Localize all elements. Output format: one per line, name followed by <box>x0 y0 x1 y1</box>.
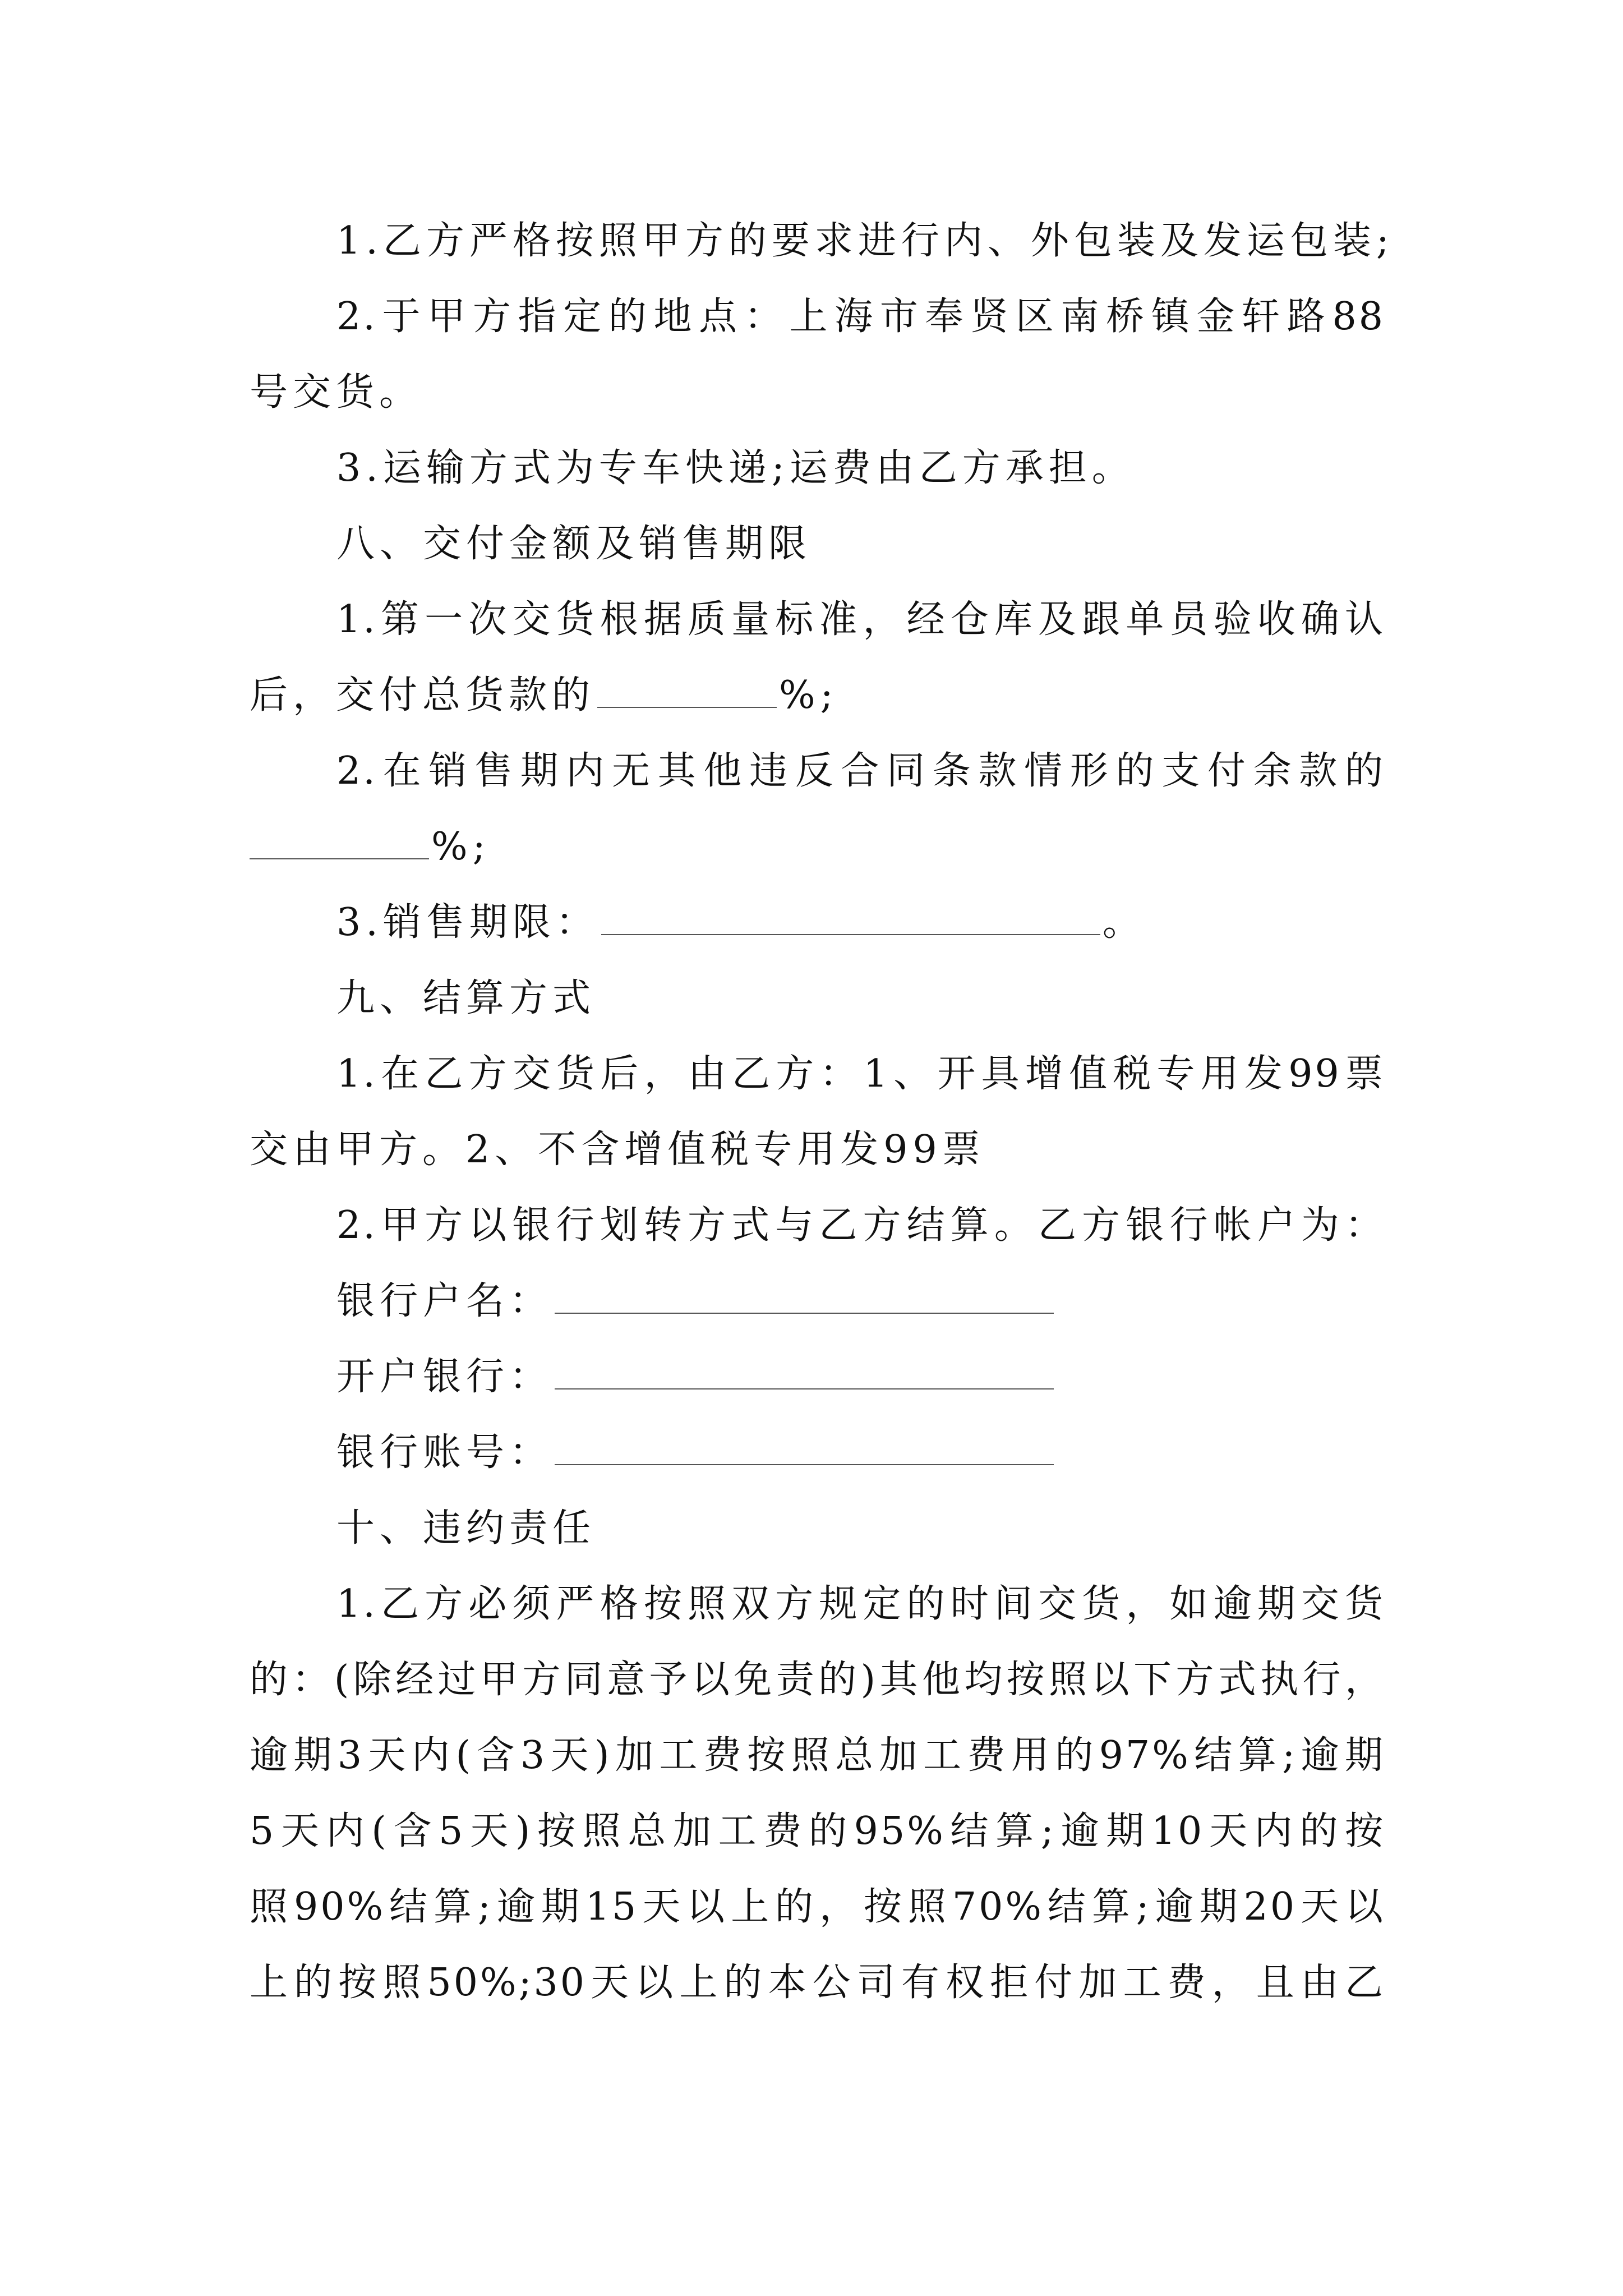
bank-account-number-row <box>336 1430 1056 1475</box>
clause-8-item-1: 1.第一次交货根据质量标准，经仓库及跟单员验收确认 <box>336 597 1385 642</box>
clause-8-item-1-cont <box>250 673 838 718</box>
percent-blank-1[interactable] <box>597 674 777 708</box>
sales-period-label: 3.销售期限： <box>336 900 599 945</box>
clause-10-item-1-cont-2: 逾期3天内(含3天)加工费按照总加工费用的97%结算;逾期 <box>250 1733 1385 1778</box>
clause-9-item-2: 2.甲方以银行划转方式与乙方结算。乙方银行帐户为： <box>336 1203 1385 1248</box>
section-10-heading: 十、违约责任 <box>336 1506 596 1550</box>
bank-account-name-label: 银行户名： <box>336 1279 553 1323</box>
bank-name-blank[interactable] <box>555 1356 1054 1389</box>
clause-8-item-2: 2.在销售期内无其他违反合同条款情形的支付余款的 <box>336 749 1385 793</box>
bank-account-number-label: 银行账号： <box>336 1430 553 1475</box>
clause-10-item-1-cont-4: 照90%结算;逾期15天以上的，按照70%结算;逾期20天以 <box>250 1885 1385 1929</box>
clause-10-item-1: 1.乙方必须严格按照双方规定的时间交货，如逾期交货 <box>336 1582 1385 1626</box>
clause-7-item-2-cont: 号交货。 <box>250 370 423 415</box>
section-8-heading: 八、交付金额及销售期限 <box>336 522 812 566</box>
clause-10-item-1-cont-3: 5天内(含5天)按照总加工费的95%结算;逾期10天内的按 <box>250 1809 1385 1853</box>
bank-name-label: 开户银行： <box>336 1355 553 1399</box>
section-9-heading: 九、结算方式 <box>336 976 596 1020</box>
clause-8-item-3 <box>336 900 1146 945</box>
clause-10-item-1-cont-1: 的：(除经过甲方同意予以免责的)其他均按照以下方式执行， <box>250 1658 1385 1702</box>
clause-10-item-1-cont-5: 上的按照50%;30天以上的本公司有权拒付加工费，且由乙 <box>250 1961 1385 2005</box>
clause-7-item-2: 2.于甲方指定的地点：上海市奉贤区南桥镇金轩路88 <box>336 295 1385 339</box>
sales-period-blank[interactable] <box>601 901 1100 935</box>
clause-8-item-2-suffix: %; <box>431 825 491 869</box>
sales-period-suffix: 。 <box>1102 900 1146 945</box>
bank-name-row <box>336 1355 1056 1400</box>
bank-account-name-blank[interactable] <box>555 1280 1054 1314</box>
clause-9-item-1-cont: 交由甲方。2、不含增值税专用发99票 <box>250 1128 985 1172</box>
clause-8-item-1-suffix: %; <box>779 673 838 717</box>
percent-blank-2[interactable] <box>250 826 429 859</box>
clause-8-item-2-cont <box>250 825 491 869</box>
bank-account-number-blank[interactable] <box>555 1432 1054 1465</box>
clause-7-item-1: 1.乙方严格按照甲方的要求进行内、外包装及发运包装; <box>336 219 1394 263</box>
clause-9-item-1: 1.在乙方交货后，由乙方：1、开具增值税专用发99票 <box>336 1052 1385 1096</box>
bank-account-name-row <box>336 1279 1056 1324</box>
clause-8-item-1-text: 后，交付总货款的 <box>250 673 596 717</box>
clause-7-item-3: 3.运输方式为专车快递;运费由乙方承担。 <box>336 446 1135 490</box>
